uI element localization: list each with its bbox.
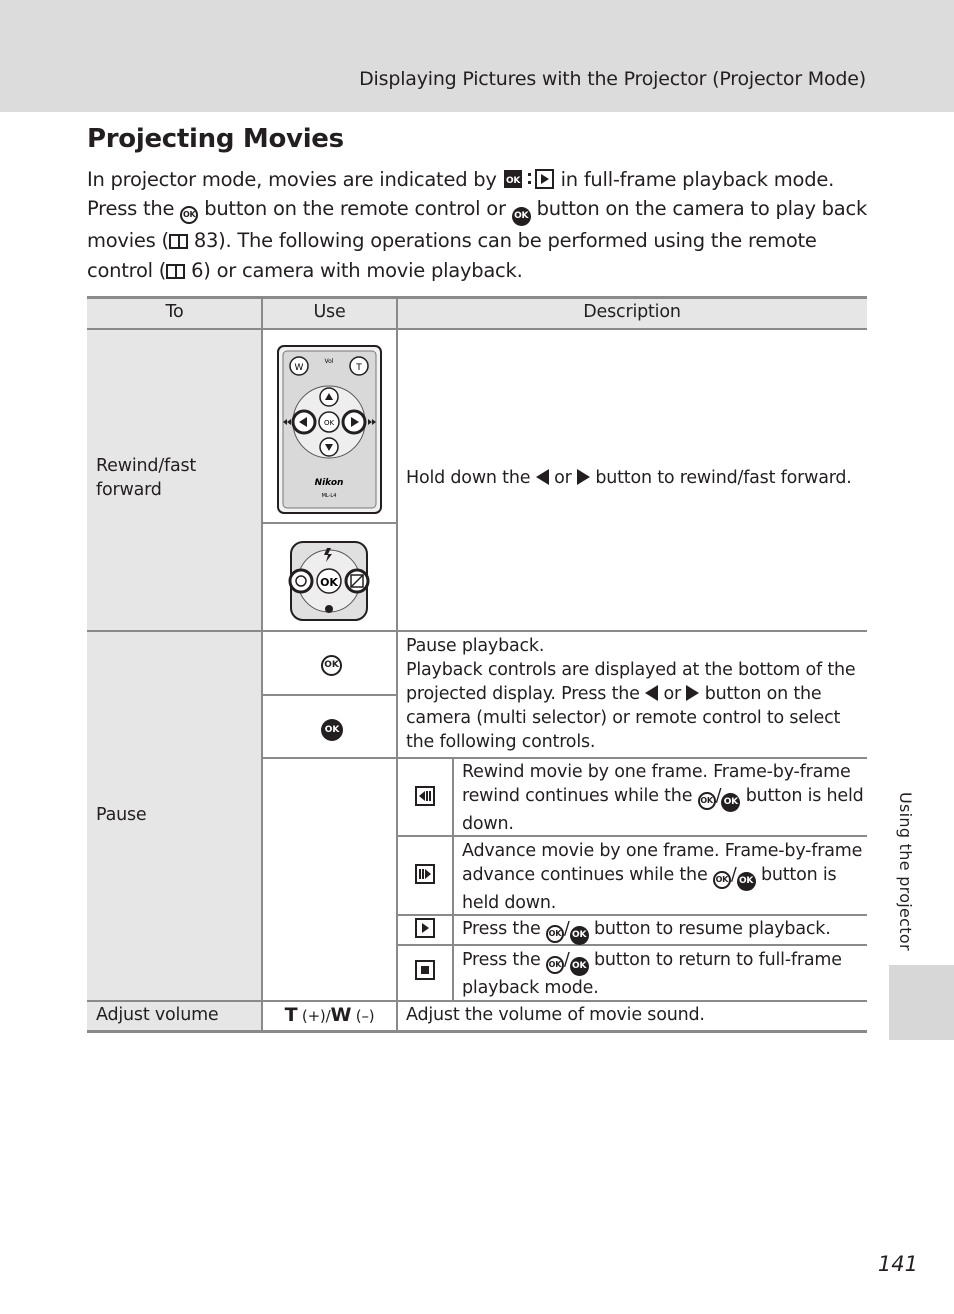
play-icon: [415, 918, 435, 938]
camera-ok-icon: OK: [721, 793, 740, 812]
svg-text:W: W: [294, 363, 304, 373]
row-volume-use: T (+)/W (–): [284, 1004, 375, 1026]
svg-text:Nikon: Nikon: [314, 478, 344, 488]
table-rule: [87, 1000, 867, 1002]
table-rule-bottom: [87, 1030, 867, 1033]
svg-text:Vol: Vol: [324, 358, 334, 365]
svg-text:OK: OK: [323, 419, 335, 427]
row-rewind-to: Rewind/fast forward: [96, 456, 197, 500]
camera-ok-icon: OK: [737, 872, 756, 891]
advance-frame-icon: [415, 864, 435, 884]
camera-ok-icon: OK: [570, 957, 589, 976]
header-description: Description: [583, 302, 681, 322]
stop-icon: [415, 960, 435, 980]
intro-paragraph: In projector mode, movies are indicated by OK in full-frame playback mode. Press the OK button on the remote control or OK button on the camera to play back movies ( 83). The following operations can be performed using the remote control ( 6) or camera with movie playback.: [87, 168, 868, 282]
movie-controls-table: [87, 296, 867, 1036]
svg-text:OK: OK: [505, 176, 520, 186]
header-band: [0, 0, 954, 112]
control-stop-description: Press the OK / OK button to return to full-frame playback mode.: [462, 950, 842, 998]
svg-text:OK: OK: [320, 576, 338, 589]
svg-text:ML-L4: ML-L4: [321, 493, 337, 499]
page-number: 141: [877, 1252, 918, 1276]
remote-ok-icon: OK: [698, 792, 716, 810]
table-rule: [262, 522, 397, 524]
left-arrow-icon: [645, 685, 658, 701]
rewind-frame-icon: [415, 786, 435, 806]
section-title: Projecting Movies: [87, 124, 344, 154]
remote-ok-icon: OK: [713, 871, 731, 889]
row-pause-description: Pause playback. Playback controls are displayed at the bottom of the projected display. Press the or button on the camera (multi selector) or remote control to select the following controls.: [406, 636, 856, 752]
table-rule: [262, 694, 397, 696]
right-arrow-icon: [577, 469, 590, 485]
control-rewind-description: Rewind movie by one frame. Frame-by-frame rewind continues while the OK / OK button is held down.: [462, 762, 864, 834]
left-arrow-icon: [536, 469, 549, 485]
header-use: Use: [313, 302, 346, 322]
row-volume-to: Adjust volume: [96, 1005, 219, 1025]
table-rule-top: [87, 296, 867, 299]
camera-multi-selector-illustration: [285, 540, 373, 622]
table-column-rule: [261, 296, 263, 1033]
row-pause-to: Pause: [96, 805, 147, 825]
camera-ok-icon: OK: [512, 207, 531, 226]
right-arrow-icon: [686, 685, 699, 701]
remote-ok-icon: OK: [546, 925, 564, 943]
movie-indicator-icon: [503, 169, 555, 189]
header-to: To: [165, 302, 184, 322]
remote-control-illustration: [277, 345, 382, 515]
row-volume-description: Adjust the volume of movie sound.: [406, 1005, 705, 1025]
table-column-rule: [452, 757, 454, 1001]
control-advance-description: Advance movie by one frame. Frame-by-frame advance continues while the OK / OK button is held down.: [462, 841, 863, 913]
svg-text:T: T: [356, 363, 362, 373]
chapter-tab: [889, 965, 954, 1040]
table-column-rule: [396, 296, 398, 1033]
reference-book-icon: [166, 264, 185, 279]
table-rule: [87, 328, 867, 330]
remote-ok-icon: OK: [321, 650, 342, 676]
reference-book-icon: [169, 234, 188, 249]
remote-ok-icon: OK: [546, 956, 564, 974]
remote-ok-icon: OK: [180, 206, 198, 224]
row-rewind-description: Hold down the or button to rewind/fast forward.: [406, 468, 852, 488]
control-play-description: Press the OK / OK button to resume playback.: [462, 917, 864, 945]
table-rule: [87, 630, 867, 632]
running-header: Displaying Pictures with the Projector (Projector Mode): [359, 68, 866, 90]
sidebar-chapter-label: Using the projector: [896, 792, 915, 951]
camera-ok-icon: OK: [321, 714, 343, 741]
table-rule: [262, 757, 867, 759]
camera-ok-icon: OK: [570, 926, 589, 945]
